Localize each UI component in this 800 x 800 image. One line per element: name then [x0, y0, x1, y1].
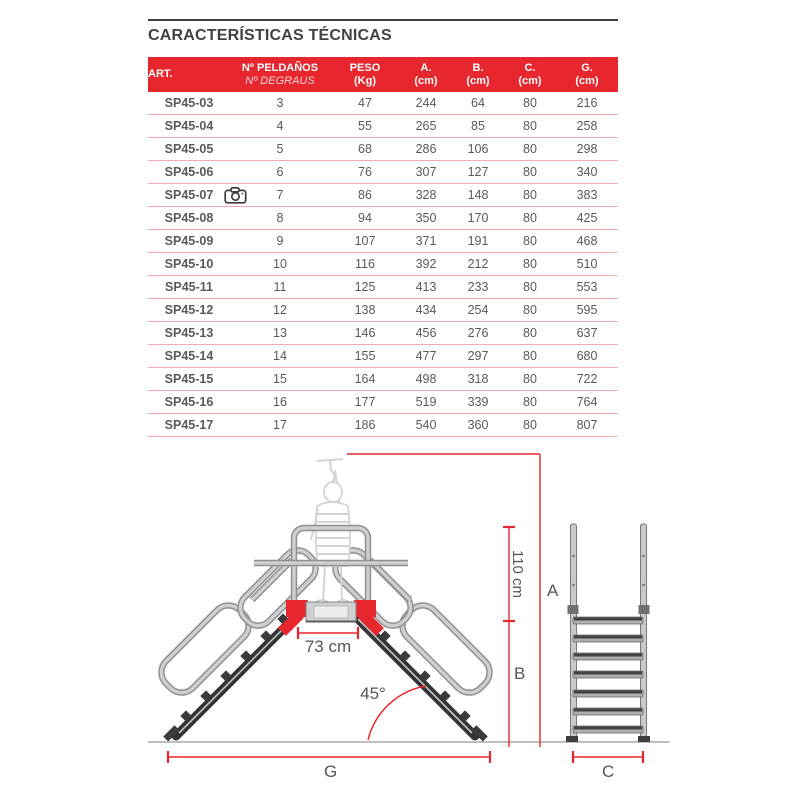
dim-label-c: C	[602, 762, 615, 781]
dim-b-cell: 106	[452, 138, 504, 161]
dim-g-cell: 468	[556, 230, 618, 253]
article-cell: SP45-07	[148, 184, 230, 207]
dim-c-cell: 80	[504, 230, 556, 253]
header-steps: Nº PELDAÑOS Nº DEGRAUS	[230, 57, 330, 92]
table-row	[148, 299, 618, 322]
dim-b-cell: 85	[452, 115, 504, 138]
dim-b-cell: 127	[452, 161, 504, 184]
dim-b-cell: 191	[452, 230, 504, 253]
steps-cell: 8	[230, 207, 330, 230]
dim-a-cell: 477	[400, 345, 452, 368]
table-row	[148, 92, 618, 115]
dim-g-cell: 425	[556, 207, 618, 230]
article-cell: SP45-14	[148, 345, 230, 368]
dim-b-cell: 276	[452, 322, 504, 345]
dim-g-cell: 553	[556, 276, 618, 299]
dim-b-cell: 339	[452, 391, 504, 414]
article-cell: SP45-12	[148, 299, 230, 322]
spec-table-header	[148, 57, 618, 92]
spec-table	[148, 57, 618, 437]
weight-cell: 68	[330, 138, 400, 161]
steps-cell: 14	[230, 345, 330, 368]
table-row	[148, 230, 618, 253]
weight-cell: 164	[330, 368, 400, 391]
weight-cell: 155	[330, 345, 400, 368]
dim-c-cell: 80	[504, 184, 556, 207]
dim-a-cell: 350	[400, 207, 452, 230]
table-row	[148, 345, 618, 368]
article-cell: SP45-09	[148, 230, 230, 253]
dim-c-cell: 80	[504, 345, 556, 368]
dim-g-cell: 383	[556, 184, 618, 207]
article-cell: SP45-06	[148, 161, 230, 184]
header-dim-b: B. (cm)	[452, 57, 504, 92]
article-cell: SP45-11	[148, 276, 230, 299]
dim-g-cell: 216	[556, 92, 618, 115]
dim-g-cell: 680	[556, 345, 618, 368]
article-cell: SP45-03	[148, 92, 230, 115]
table-row	[148, 276, 618, 299]
table-row	[148, 207, 618, 230]
dim-b-cell: 254	[452, 299, 504, 322]
dim-c-cell: 80	[504, 92, 556, 115]
dim-a-cell: 413	[400, 276, 452, 299]
dim-b-cell: 170	[452, 207, 504, 230]
steps-cell: 15	[230, 368, 330, 391]
steps-cell: 10	[230, 253, 330, 276]
dim-a-cell: 371	[400, 230, 452, 253]
weight-cell: 116	[330, 253, 400, 276]
dim-c-cell: 80	[504, 138, 556, 161]
ladder-front-view-drawing	[566, 524, 650, 742]
dim-b-cell: 64	[452, 92, 504, 115]
dim-c-cell: 80	[504, 414, 556, 437]
weight-cell: 55	[330, 115, 400, 138]
dim-c-cell: 80	[504, 115, 556, 138]
weight-cell: 76	[330, 161, 400, 184]
dim-a-cell: 392	[400, 253, 452, 276]
dim-g-cell: 298	[556, 138, 618, 161]
weight-cell: 138	[330, 299, 400, 322]
dim-c-cell: 80	[504, 391, 556, 414]
article-cell: SP45-16	[148, 391, 230, 414]
steps-cell: 13	[230, 322, 330, 345]
dim-a-cell: 519	[400, 391, 452, 414]
steps-cell: 9	[230, 230, 330, 253]
dim-c-cell: 80	[504, 161, 556, 184]
dim-c-cell: 80	[504, 368, 556, 391]
dim-b-cell: 297	[452, 345, 504, 368]
dim-c-cell: 80	[504, 299, 556, 322]
weight-cell: 86	[330, 184, 400, 207]
dim-g-cell: 722	[556, 368, 618, 391]
dim-b-cell: 148	[452, 184, 504, 207]
page-title: CARACTERÍSTICAS TÉCNICAS	[148, 27, 392, 44]
table-row	[148, 138, 618, 161]
table-row	[148, 253, 618, 276]
steps-cell: 5	[230, 138, 330, 161]
crossover-ladder-drawing	[155, 459, 496, 741]
dim-c-cell: 80	[504, 276, 556, 299]
dim-a-cell: 434	[400, 299, 452, 322]
article-cell: SP45-08	[148, 207, 230, 230]
top-divider	[148, 19, 618, 21]
dim-b-cell: 233	[452, 276, 504, 299]
weight-cell: 107	[330, 230, 400, 253]
dim-a-cell: 244	[400, 92, 452, 115]
dim-a-cell: 286	[400, 138, 452, 161]
dim-g-cell: 764	[556, 391, 618, 414]
article-cell: SP45-15	[148, 368, 230, 391]
dim-g-cell: 340	[556, 161, 618, 184]
header-dim-c: C. (cm)	[504, 57, 556, 92]
table-row	[148, 115, 618, 138]
dim-g-cell: 258	[556, 115, 618, 138]
steps-cell: 11	[230, 276, 330, 299]
table-row	[148, 414, 618, 437]
dim-a-cell: 265	[400, 115, 452, 138]
dim-label-b: B	[514, 664, 526, 683]
dim-g-cell: 637	[556, 322, 618, 345]
steps-cell: 6	[230, 161, 330, 184]
article-cell: SP45-10	[148, 253, 230, 276]
dim-label-110cm: 110 cm	[509, 549, 526, 599]
article-cell: SP45-17	[148, 414, 230, 437]
dim-c-cell: 80	[504, 207, 556, 230]
weight-cell: 177	[330, 391, 400, 414]
dim-a-cell: 498	[400, 368, 452, 391]
table-row	[148, 368, 618, 391]
dim-label-a: A	[547, 581, 559, 600]
article-cell: SP45-13	[148, 322, 230, 345]
weight-cell: 186	[330, 414, 400, 437]
steps-cell: 12	[230, 299, 330, 322]
article-cell: SP45-04	[148, 115, 230, 138]
table-row	[148, 391, 618, 414]
article-cell: SP45-05	[148, 138, 230, 161]
steps-cell: 16	[230, 391, 330, 414]
dim-b-cell: 360	[452, 414, 504, 437]
dim-a-cell: 307	[400, 161, 452, 184]
weight-cell: 47	[330, 92, 400, 115]
camera-photo-icon[interactable]	[224, 187, 248, 204]
dim-c-cell: 80	[504, 253, 556, 276]
weight-cell: 94	[330, 207, 400, 230]
dim-label-angle: 45°	[360, 684, 386, 703]
steps-cell: 4	[230, 115, 330, 138]
dim-b-cell: 318	[452, 368, 504, 391]
dim-g-cell: 807	[556, 414, 618, 437]
header-dim-a: A. (cm)	[400, 57, 452, 92]
dim-a-cell: 328	[400, 184, 452, 207]
spec-table-body	[148, 92, 618, 437]
header-dim-g: G. (cm)	[556, 57, 618, 92]
steps-cell: 3	[230, 92, 330, 115]
dim-label-73cm: 73 cm	[304, 637, 352, 656]
dim-g-cell: 510	[556, 253, 618, 276]
dim-label-g: G	[324, 762, 338, 781]
dim-b-cell: 212	[452, 253, 504, 276]
steps-cell: 7	[230, 184, 330, 207]
weight-cell: 146	[330, 322, 400, 345]
product-diagram	[140, 445, 710, 795]
table-row	[148, 184, 618, 207]
left-stair-flight	[163, 613, 296, 741]
steps-cell: 17	[230, 414, 330, 437]
table-row	[148, 322, 618, 345]
dim-a-cell: 456	[400, 322, 452, 345]
dim-c-cell: 80	[504, 322, 556, 345]
table-row	[148, 161, 618, 184]
weight-cell: 125	[330, 276, 400, 299]
dim-g-cell: 595	[556, 299, 618, 322]
front-view-treads	[573, 617, 643, 733]
header-weight: PESO (Kg)	[330, 57, 400, 92]
dim-a-cell: 540	[400, 414, 452, 437]
header-art: ART.	[148, 57, 230, 92]
